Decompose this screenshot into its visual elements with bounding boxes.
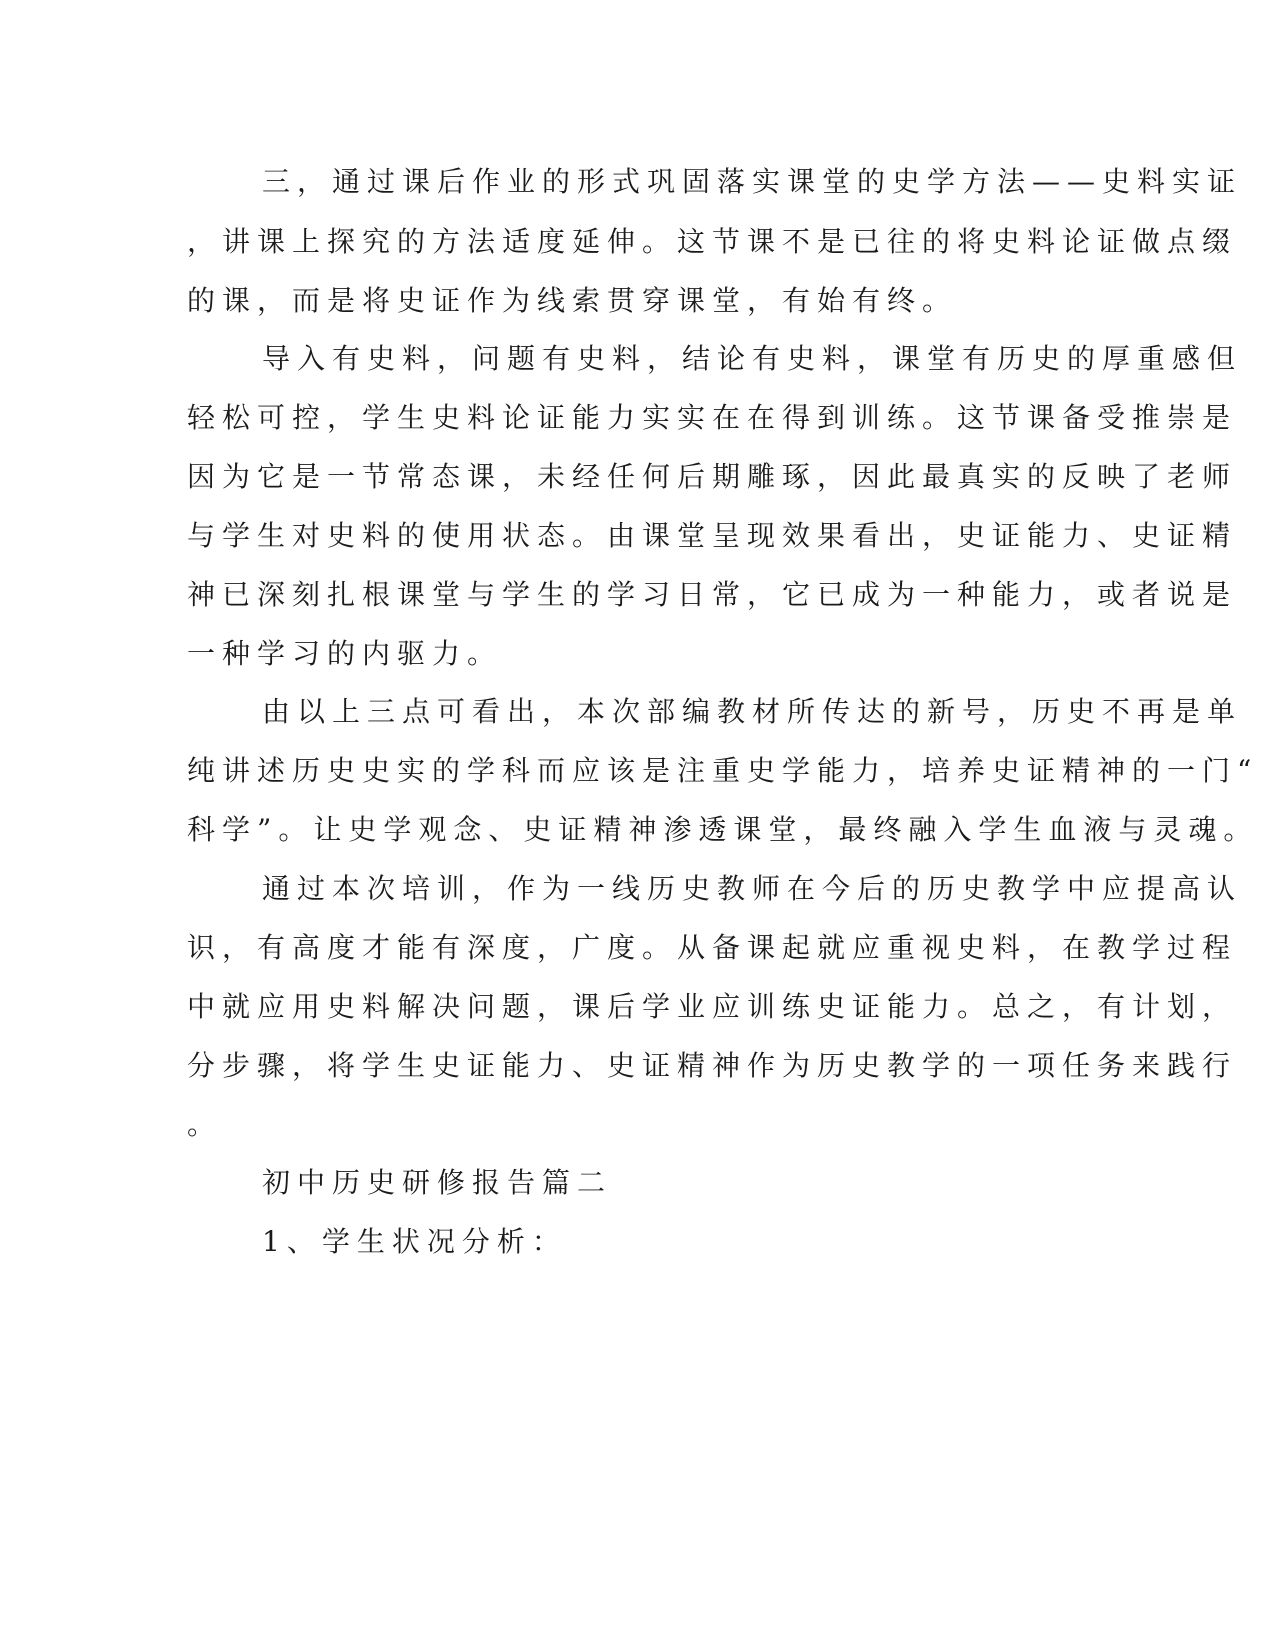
paragraph-line: 轻松可控，学生史料论证能力实实在在得到训练。这节课备受推崇是	[187, 401, 1238, 434]
paragraph-line: 因为它是一节常态课，未经任何后期雕琢，因此最真实的反映了老师	[187, 460, 1238, 493]
section-title: 初中历史研修报告篇二	[262, 1166, 613, 1199]
paragraph-line: 识，有高度才能有深度，广度。从备课起就应重视史料，在教学过程	[187, 931, 1238, 964]
paragraph-line: 通过本次培训，作为一线历史教师在今后的历史教学中应提高认	[262, 872, 1243, 905]
paragraph-line: 导入有史料，问题有史料，结论有史料，课堂有历史的厚重感但	[262, 342, 1243, 375]
paragraph-line: 分步骤，将学生史证能力、史证精神作为历史教学的一项任务来践行	[187, 1049, 1238, 1082]
subsection-title: 1、学生状况分析：	[262, 1225, 567, 1258]
paragraph-line: 神已深刻扎根课堂与学生的学习日常，它已成为一种能力，或者说是	[187, 578, 1238, 611]
paragraph-line: ，讲课上探究的方法适度延伸。这节课不是已往的将史料论证做点缀	[187, 225, 1238, 258]
paragraph-line: 中就应用史料解决问题，课后学业应训练史证能力。总之，有计划，	[187, 990, 1238, 1023]
paragraph-line: 与学生对史料的使用状态。由课堂呈现效果看出，史证能力、史证精	[187, 519, 1238, 552]
paragraph-line: 由以上三点可看出，本次部编教材所传达的新号，历史不再是单	[262, 695, 1243, 728]
paragraph-line: 一种学习的内驱力。	[187, 637, 503, 670]
paragraph-line: 。	[187, 1108, 223, 1141]
paragraph-line: 科学”。让史学观念、史证精神渗透课堂，最终融入学生血液与灵魂。	[187, 813, 1259, 846]
paragraph-line: 纯讲述历史史实的学科而应该是注重史学能力，培养史证精神的一门“	[187, 754, 1259, 787]
paragraph-line: 三，通过课后作业的形式巩固落实课堂的史学方法——史料实证	[262, 165, 1243, 198]
paragraph-line: 的课，而是将史证作为线索贯穿课堂，有始有终。	[187, 284, 958, 317]
